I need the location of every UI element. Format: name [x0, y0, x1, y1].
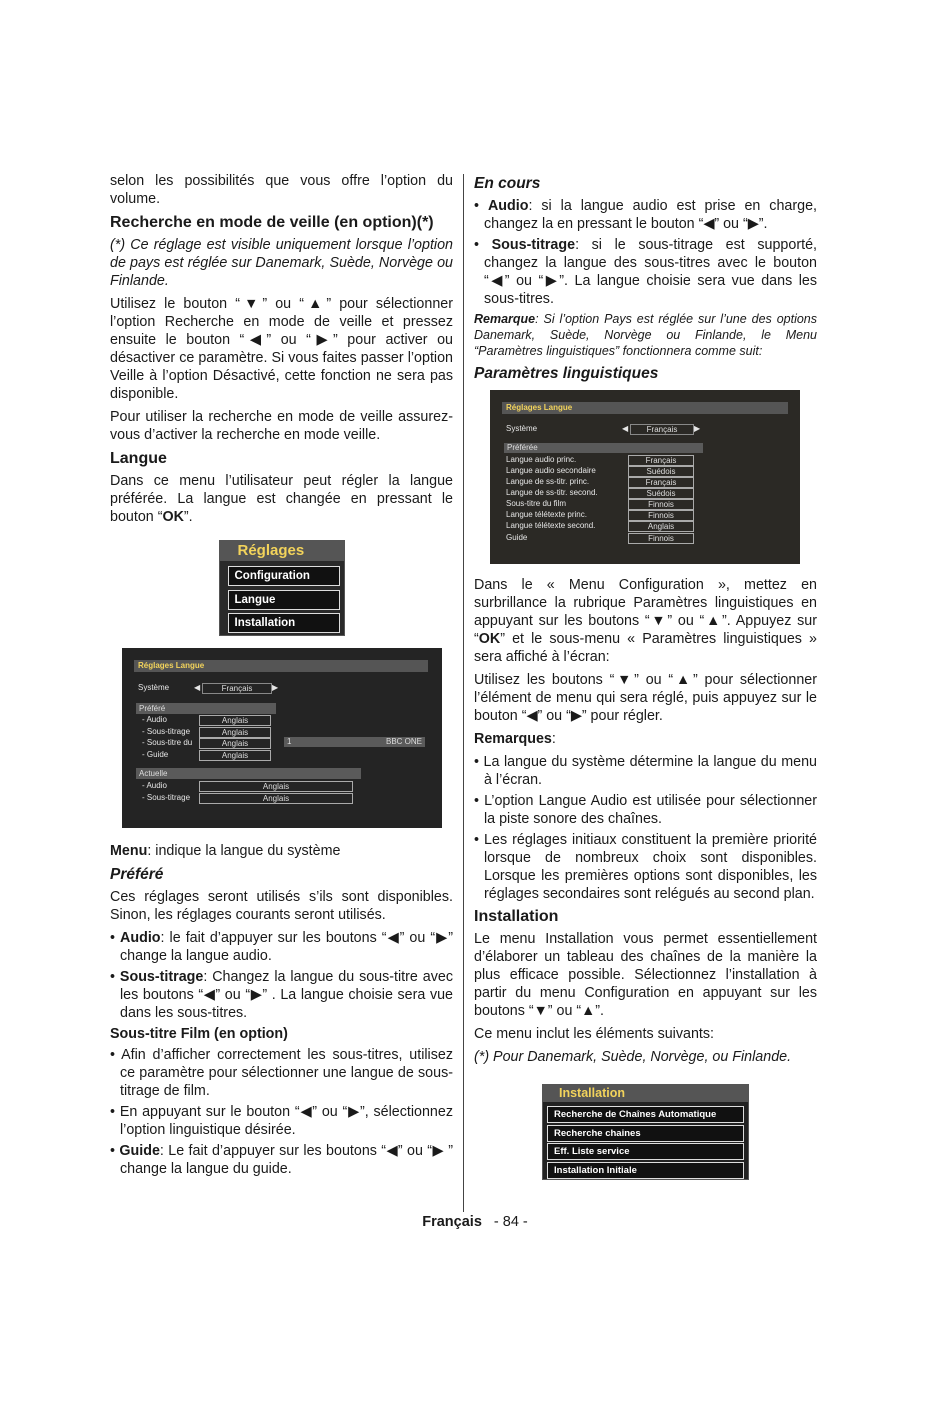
osd2-value-5[interactable]: Finnois — [628, 510, 694, 521]
osd2-value-0[interactable]: Français — [628, 455, 694, 466]
osd1-systeme-value[interactable]: Français — [202, 683, 272, 694]
osd2-label-4: Sous-titre du film — [506, 499, 567, 508]
osd1-actuelle-header: Actuelle — [136, 768, 361, 779]
osd1-channel-number: 1 — [287, 737, 292, 746]
osd2-label-5: Langue télétexte princ. — [506, 510, 587, 519]
film-bullet-2: • En appuyant sur le bouton “◀” ou “▶”, sélectionnez l’option linguistique désirée. — [110, 1104, 453, 1138]
langue-paragraph: Dans ce menu l’utilisateur peut régler la langue préférée. La langue est changée en pressant le bouton “OK”. — [110, 473, 453, 525]
standby-paragraph-2: Pour utiliser la recherche en mode de veille assurez-vous d’activer la recherche en mode veille. — [110, 409, 453, 443]
osd2-label-6: Langue télétexte second. — [506, 521, 596, 530]
osd1-pref-value-1[interactable]: Anglais — [199, 727, 271, 738]
osd2-value-6[interactable]: Anglais — [628, 521, 694, 532]
osd2-prefere-header: Préférée — [504, 443, 703, 453]
remarque-bullet-2: • L’option Langue Audio est utilisée pour sélectionner la piste sonore des chaînes. — [474, 793, 817, 827]
installation-note: (*) Pour Danemark, Suède, Norvège, ou Finlande. — [474, 1049, 792, 1065]
column-divider — [463, 174, 464, 1212]
osd2-value-4[interactable]: Finnois — [628, 499, 694, 510]
standby-paragraph-1: Utilisez le bouton “▼” ou “▲” pour sélectionner l’option Recherche en mode de veille et pressez ensuite le bouton “◀” ou “▶” pour activer ou désactiver ce paramètre. Si vous faites passer l’option Veille à l’option Désactivé, cette fonction ne sera pas disponible. — [110, 296, 453, 402]
osd1-pref-value-2[interactable]: Anglais — [199, 738, 271, 749]
page-number: - 84 - — [493, 1214, 528, 1230]
parametres-linguistiques-heading: Paramètres linguistiques — [474, 365, 659, 382]
osd1-pref-value-0[interactable]: Anglais — [199, 715, 271, 726]
osd2-label-2: Langue de ss-titr. princ. — [506, 477, 590, 486]
osd1-prefere-header: Préféré — [136, 703, 276, 714]
guide-bullet: • Guide: Le fait d’appuyer sur les boutons “◀” ou “▶ ” change la langue du guide. — [110, 1143, 453, 1177]
osd2-label-0: Langue audio princ. — [506, 455, 577, 464]
osd1-channel-name: BBC ONE — [385, 737, 422, 746]
installation-menu — [542, 1084, 749, 1180]
footer-language: Français — [422, 1214, 482, 1230]
langue-osd-screen-1 — [122, 648, 442, 828]
right-column — [474, 172, 817, 1180]
en-cours-heading: En cours — [474, 175, 541, 192]
osd1-act-label-1: - Sous-titrage — [142, 793, 191, 802]
osd1-act-label-0: - Audio — [142, 781, 167, 790]
osd1-act-value-1[interactable]: Anglais — [199, 793, 353, 804]
langue-osd-screen-2 — [490, 390, 800, 564]
menu-item-channel-search[interactable]: Recherche chaines — [547, 1125, 744, 1142]
osd1-channel-bar — [284, 737, 425, 747]
prefere-heading: Préféré — [110, 866, 164, 883]
installation-menu-title: Installation — [543, 1085, 748, 1102]
osd1-left-arrow-icon[interactable]: ◀ — [194, 683, 201, 692]
osd2-systeme-value[interactable]: Français — [630, 424, 694, 435]
audio-bullet: • Audio: le fait d’appuyer sur les boutons “◀” ou “▶” change la langue audio. — [110, 930, 453, 964]
en-cours-audio-bullet: • Audio: si la langue audio est prise en charge, changez la en pressant le bouton “◀” ou “▶”. — [474, 198, 817, 232]
reglages-menu-title: Réglages — [220, 541, 344, 561]
osd1-act-value-0[interactable]: Anglais — [199, 781, 353, 792]
menu-item-initial-install[interactable]: Installation Initiale — [547, 1162, 744, 1179]
menu-item-clear-service[interactable]: Eff. Liste service — [547, 1143, 744, 1160]
osd1-pref-label-1: - Sous-titrage — [142, 727, 191, 736]
left-column — [110, 172, 453, 1181]
osd2-value-7[interactable]: Finnois — [628, 533, 694, 544]
osd2-right-arrow-icon[interactable]: ▶ — [694, 424, 701, 433]
standby-search-heading: Recherche en mode de veille (en option)(*) — [110, 214, 434, 231]
standby-note: (*) Ce réglage est visible uniquement lorsque l’option de pays est réglée sur Danemark, Suède, Norvège ou Finlande. — [110, 237, 453, 289]
menu-item-auto-search[interactable]: Recherche de Chaînes Automatique — [547, 1106, 744, 1123]
osd1-pref-label-2: - Sous-titre du — [142, 738, 193, 747]
osd2-label-3: Langue de ss-titr. second. — [506, 488, 598, 497]
menu-item-installation[interactable]: Installation — [228, 613, 340, 633]
installation-heading: Installation — [474, 908, 559, 925]
remarques-heading: Remarques: — [474, 731, 556, 747]
osd2-value-3[interactable]: Suédois — [628, 488, 694, 499]
osd1-pref-label-3: - Guide — [142, 750, 169, 759]
osd2-left-arrow-icon[interactable]: ◀ — [622, 424, 629, 433]
osd1-title: Réglages Langue — [134, 660, 428, 672]
menu-item-configuration[interactable]: Configuration — [228, 566, 340, 586]
volume-paragraph: selon les possibilités que vous offre l’option du volume. — [110, 173, 453, 207]
subtitle-bullet: • Sous-titrage: Changez la langue du sous-titre avec les boutons “◀” ou “▶” . La langue choisie sera vue dans les sous-titres. — [110, 969, 453, 1021]
osd2-value-1[interactable]: Suédois — [628, 466, 694, 477]
use-paragraph: Utilisez les boutons “▼” ou “▲” pour sélectionner l’élément de menu qui sera réglé, puis appuyez sur le bouton “◀” ou “▶” pour régler. — [474, 672, 817, 724]
en-cours-subtitle-bullet: • Sous-titrage: si le sous-titrage est supporté, changez la langue des sous-titres avec le bouton “◀” ou “▶”. La langue choisie sera vue dans les sous-titres. — [474, 237, 817, 307]
langue-heading: Langue — [110, 450, 167, 467]
osd2-label-1: Langue audio secondaire — [506, 466, 596, 475]
config-paragraph: Dans le « Menu Configuration », mettez en surbrillance la rubrique Paramètres linguistiques en appuyant sur les boutons “▼” ou “▲”. Appuyez sur “OK” et le sous-menu « Paramètres linguistiques » sera affiché à l’écran: — [474, 577, 817, 665]
reglages-menu — [219, 540, 345, 636]
remarque-note: Remarque: Si l’option Pays est réglée sur l’une des options Danemark, Suède, Norvège ou Finlande, le Menu “Paramètres linguistiques” fonctionnera comme suit: — [474, 312, 817, 358]
osd1-pref-label-0: - Audio — [142, 715, 167, 724]
installation-paragraph-2: Ce menu inclut les éléments suivants: — [474, 1026, 714, 1042]
remarque-bullet-1: • La langue du système détermine la langue du menu à l’écran. — [474, 754, 817, 788]
film-bullet-1: • Afin d’afficher correctement les sous-titres, utilisez ce paramètre pour sélectionner une langue de sous-titrage de film. — [110, 1047, 453, 1099]
installation-paragraph: Le menu Installation vous permet essentiellement d’élaborer un tableau des chaînes de la manière la plus efficace possible. Sélectionnez l’installation à partir du menu Configuration en appuyant sur les boutons “▼” ou “▲”. — [474, 931, 817, 1019]
film-subtitle-heading: Sous-titre Film (en option) — [110, 1026, 288, 1042]
page-footer — [0, 1214, 950, 1230]
osd2-value-2[interactable]: Français — [628, 477, 694, 488]
osd1-pref-value-3[interactable]: Anglais — [199, 750, 271, 761]
osd1-right-arrow-icon[interactable]: ▶ — [272, 683, 279, 692]
prefere-paragraph: Ces réglages seront utilisés s’ils sont disponibles. Sinon, les réglages courants seront utilisés. — [110, 889, 453, 923]
osd2-title: Réglages Langue — [502, 402, 788, 414]
osd2-label-7: Guide — [506, 533, 528, 542]
menu-description: Menu: indique la langue du système — [110, 843, 341, 859]
menu-item-langue[interactable]: Langue — [228, 590, 340, 610]
remarque-bullet-3: • Les réglages initiaux constituent la première priorité lorsque de nombreux choix sont disponibles. Lorsque les premières options sont disponibles, les réglages secondaires sont relégués au second plan. — [474, 832, 817, 902]
osd1-systeme-label: Système — [138, 683, 170, 692]
osd2-systeme-label: Système — [506, 424, 538, 433]
